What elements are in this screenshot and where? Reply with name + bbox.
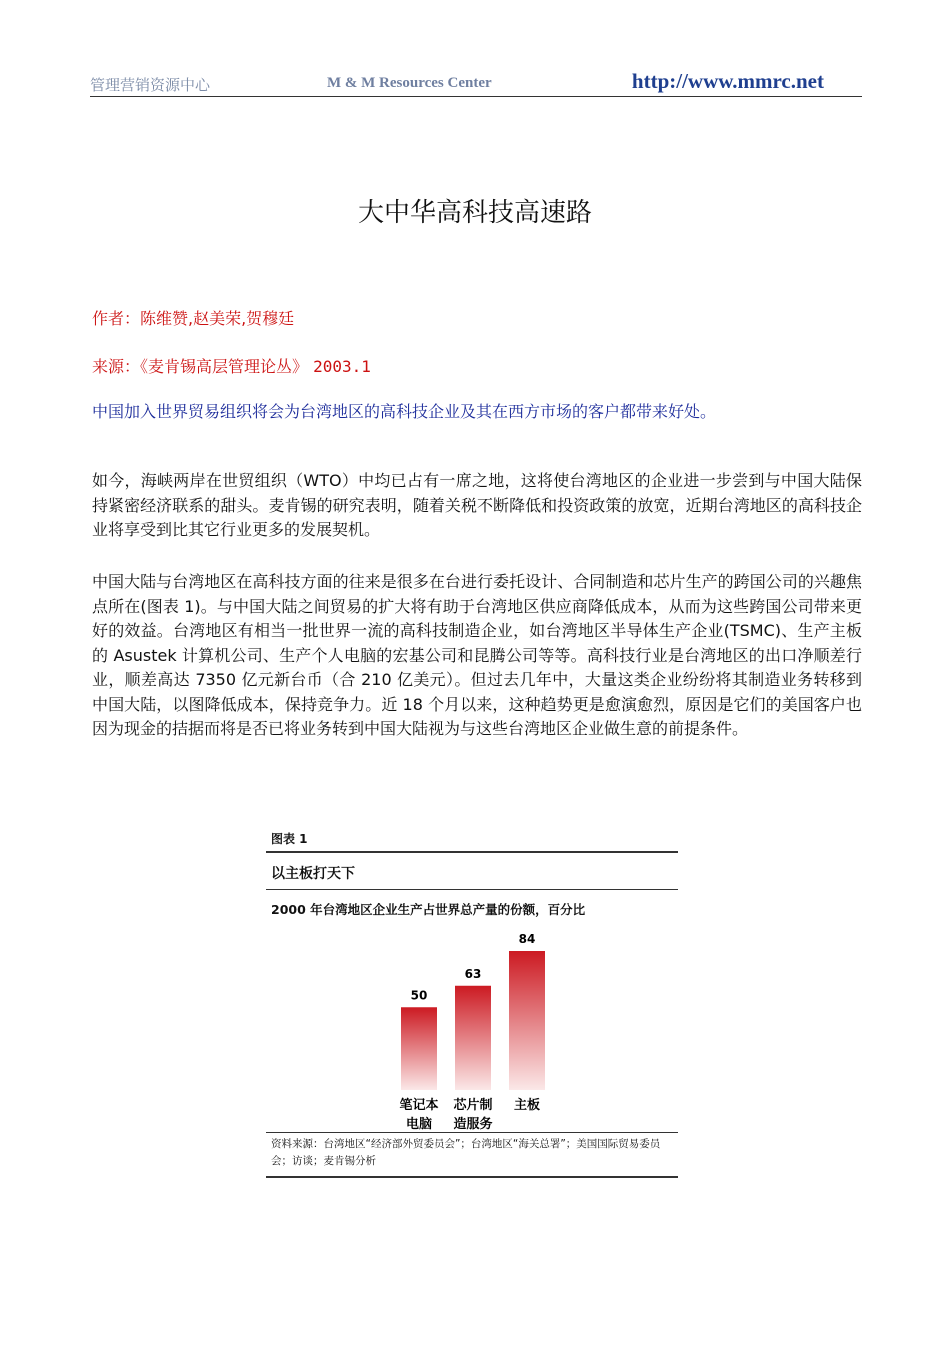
bar-value-label: 50 (410, 988, 428, 1003)
figure-title: 以主板打天下 (271, 866, 355, 882)
header-center-title: M & M Resources Center (327, 75, 492, 91)
category-label: 芯片制 (453, 1098, 493, 1113)
source-issue: 2003.1 (313, 357, 371, 376)
chart-title: 2000 年台湾地区企业生产占世界总产量的份额，百分比 (271, 902, 586, 917)
figure-divider (266, 851, 678, 853)
article-summary: 中国加入世界贸易组织将会为台湾地区的高科技企业及其在西方市场的客户都带来好处。 (92, 402, 717, 421)
figure-divider (266, 889, 678, 890)
header-site-name: 管理营销资源中心 (90, 76, 211, 94)
category-label: 笔记本 (399, 1098, 439, 1113)
category-label: 电脑 (405, 1117, 433, 1132)
figure-divider (266, 1176, 678, 1178)
header-url-link[interactable]: http://www.mmrc.net (631, 69, 824, 93)
bar-value-label: 84 (518, 932, 536, 946)
paragraph-1: 如今，海峡两岸在世贸组织（WTO）中均已占有一席之地，这将使台湾地区的企业进一步尝到与中国大陆保持紧密经济联系的甜头。麦肯锡的研究表明，随着关税不断降低和投资政策的放宽，近期台湾地区的高科技企业将享受到比其它行业更多的发展契机。 (92, 471, 862, 539)
bar-2 (455, 986, 491, 1090)
page-header (90, 68, 862, 97)
bar-chart (266, 922, 678, 1142)
category-label: 造服务 (453, 1117, 493, 1132)
category-label: 主板 (513, 1098, 541, 1113)
figure-label: 图表 1 (271, 832, 308, 846)
article-title: 大中华高科技高速路 (357, 198, 592, 228)
bar-value-label: 63 (464, 966, 482, 981)
figure-divider (266, 1132, 678, 1133)
paragraph-2: 中国大陆与台湾地区在高科技方面的往来是很多在台进行委托设计、合同制造和芯片生产的跨国公司的兴趣焦点所在(图表 1)。与中国大陆之间贸易的扩大将有助于台湾地区供应商降低成本，从而为这些跨国公司带来更好的效益。台湾地区有相当一批世界一流的高科技制造企业，如台湾地区半导体生产企业(TSMC)、生产主板的 Asustek 计算机公司、生产个人电脑的宏基公司和昆腾公司等等。高科技行业是台湾地区的出口净顺差行业，顺差高达 7350 亿元新台币（合 210 亿美元）。但过去几年中，大量这类企业纷纷将其制造业务转移到中国大陆，以图降低成本，保持竞争力。近 18 个月以来，这种趋势更是愈演愈烈，原因是它们的美国客户也因为现金的拮据而将是否已将业务转到中国大陆视为与这些台湾地区企业做生意的前提条件。 (92, 572, 862, 738)
bar-3 (509, 951, 545, 1090)
bar-1 (401, 1007, 437, 1090)
figure-1 (266, 826, 678, 1182)
source-prefix: 来源：《麦肯锡高层管理论丛》 (92, 357, 309, 376)
author-line: 作者：陈维赞,赵美荣,贺穆廷 (92, 309, 295, 328)
source-line (92, 354, 371, 377)
figure-source-note: 资料来源：台湾地区“经济部外贸委员会”；台湾地区“海关总署”；美国国际贸易委员会；访谈；麦肯锡分析 (271, 1138, 661, 1167)
